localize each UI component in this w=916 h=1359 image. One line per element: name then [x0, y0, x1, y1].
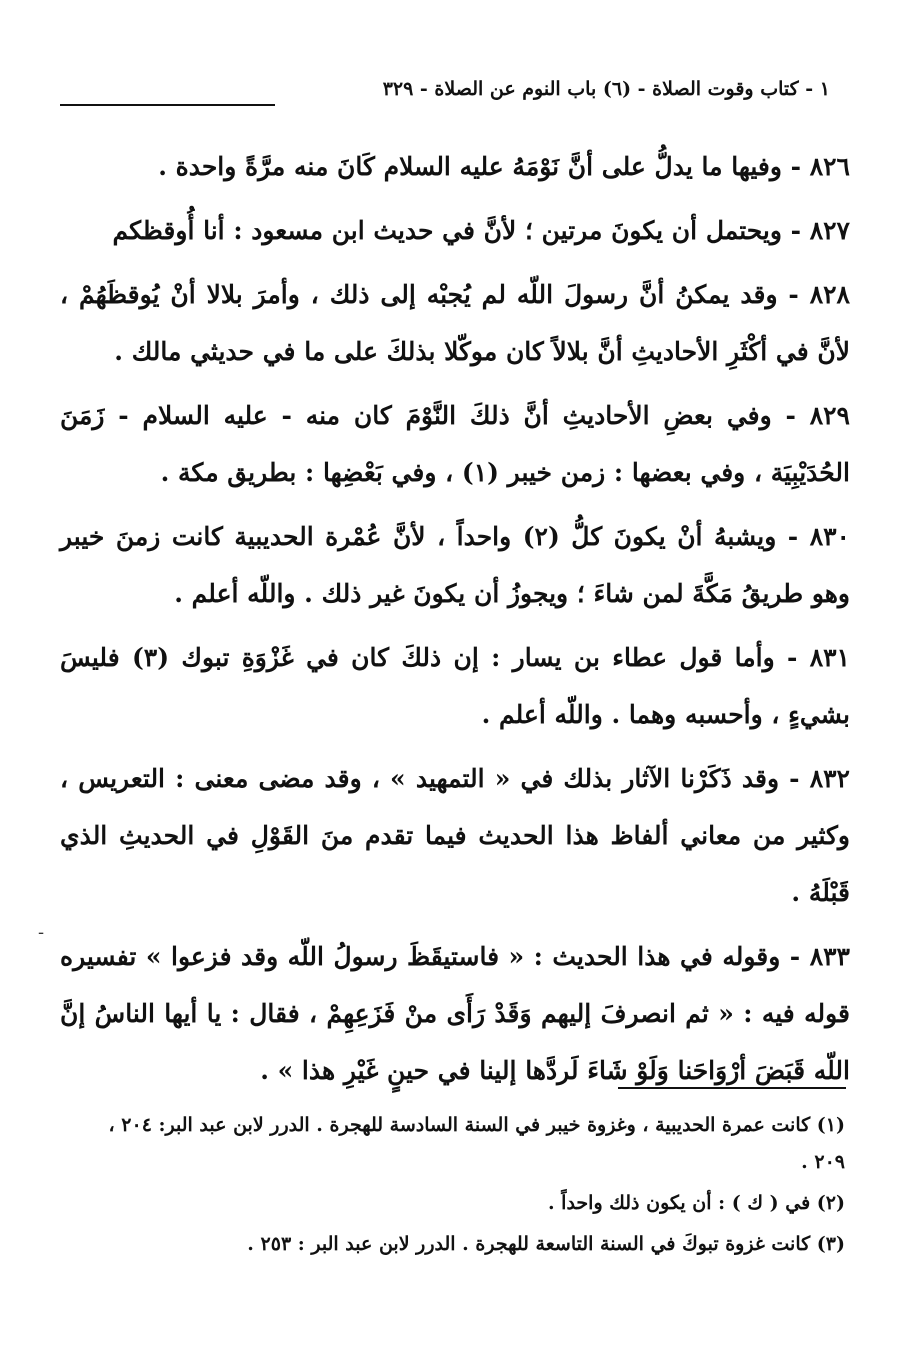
footnote-rule [618, 1087, 846, 1089]
footnote-2: (٢) في ( ك ) : أن يكون ذلك واحداً . [547, 1192, 845, 1214]
paragraph-830: ٨٣٠ - ويشبهُ أنْ يكونَ كلُّ (٢) واحداً ، لأنَّ عُمْرة الحديبية كانت زمنَ خيبر وهو طريقُ مَكَّةَ لمن شاءَ ؛ ويجوزُ أن يكونَ غير ذلك . واللّه أعلم . [60, 522, 850, 608]
margin-mark: - [38, 922, 45, 943]
paragraph-826: ٨٢٦ - وفيها ما يدلُّ على أنَّ نَوْمَهُ عليه السلام كَانَ منه مرَّةً واحدة . [158, 152, 850, 181]
paragraph-828: ٨٢٨ - وقد يمكنُ أنَّ رسولَ اللّه لم يُجبْه إلى ذلك ، وأمرَ بلالا أنْ يُوقظَهُمْ ، لأنَّ في أكْثَرِ الأحاديثِ أنَّ بلالاً كان موكّلا بذلكَ على ما في حديثي مالك . [60, 280, 850, 366]
footnote-3: (٣) كانت غزوة تبوكَ في السنة التاسعة للهجرة . الدرر لابن عبد البر : ٢٥٣ . [247, 1233, 845, 1255]
footnote-1: (١) كانت عمرة الحديبية ، وغزوة خيبر في السنة السادسة للهجرة . الدرر لابن عبد البر: ٢٠٤ ، ٢٠٩ . [108, 1114, 845, 1173]
paragraph-827: ٨٢٧ - ويحتمل أن يكونَ مرتين ؛ لأنَّ في حديث ابن مسعود : أنا أُوقظكم [112, 216, 850, 245]
main-text [60, 138, 850, 1106]
page-header [60, 78, 830, 118]
header-rule [60, 104, 275, 106]
running-head: ١ - كتاب وقوت الصلاة - (٦) باب النوم عن الصلاة - ٣٢٩ [382, 78, 830, 100]
paragraph-831: ٨٣١ - وأما قول عطاء بن يسار : إن ذلكَ كان في غَزْوَةِ تبوك (٣) فليسَ بشيءٍ ، وأحسبه وهما . واللّه أعلم . [60, 643, 850, 729]
paragraph-829: ٨٢٩ - وفي بعضِ الأحاديثِ أنَّ ذلكَ النَّوْمَ كان منه - عليه السلام - زَمَنَ الحُدَيْبِيَة ، وفي بعضها : زمن خيبر (١) ، وفي بَعْضِها : بطريق مكة . [60, 401, 850, 487]
footnotes [75, 1107, 845, 1267]
paragraph-833: ٨٣٣ - وقوله في هذا الحديث : « فاستيقَظَ رسولُ اللّه وقد فزعوا » تفسيره قوله فيه : « ثم انصرفَ إليهم وَقَدْ رَأَى منْ فَزَعِهِمْ ، فقال : يا أيها الناسُ إنَّ اللّه قَبَضَ أرْوَاحَنا وَلَوْ شَاءَ لَردَّها إلينا في حينٍ غَيْرِ هذا » . [60, 942, 850, 1085]
paragraph-832: ٨٣٢ - وقد ذَكَرْنا الآثار بذلك في « التمهيد » ، وقد مضى معنى : التعريس ، وكثير من معاني ألفاظ هذا الحديث فيما تقدم منَ القَوْلِ في الحديثِ الذي قَبْلَهُ . [60, 764, 850, 907]
